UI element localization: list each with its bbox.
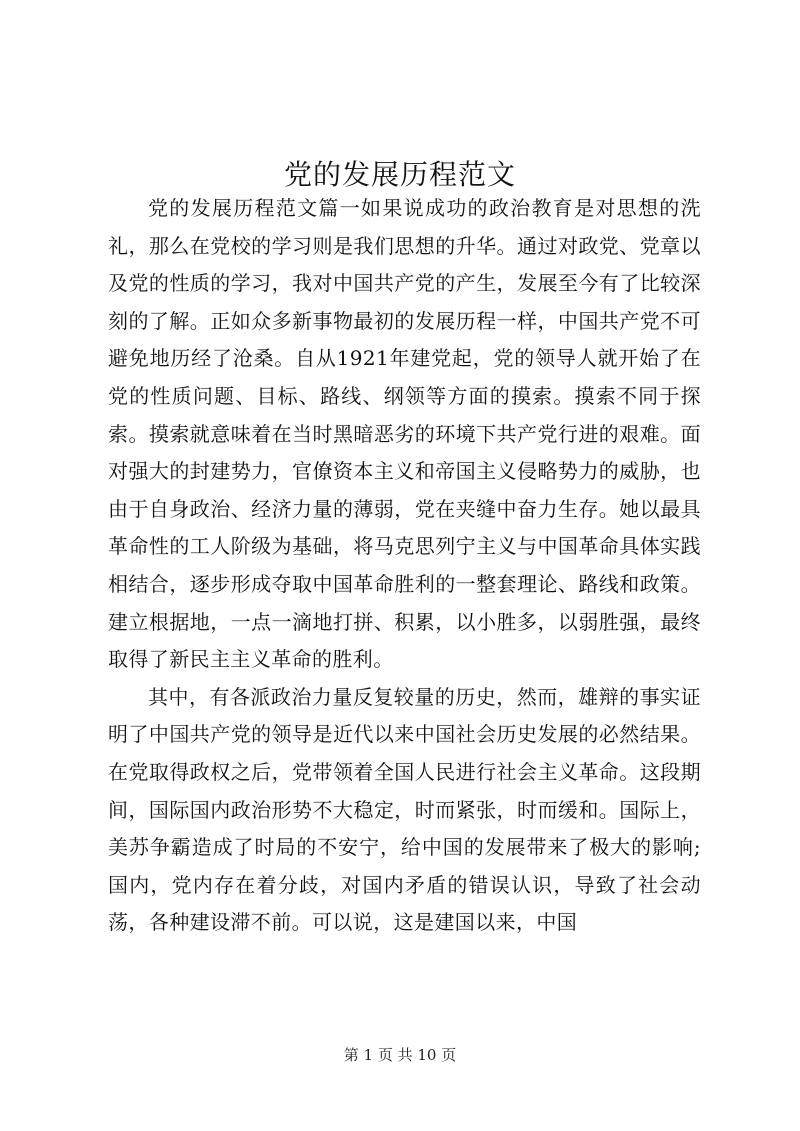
- document-title: 党的发展历程范文: [283, 157, 516, 191]
- paragraph-1: 党的发展历程范文篇一如果说成功的政治教育是对思想的洗礼，那么在党校的学习则是我们思想的升华。通过对政党、党章以及党的性质的学习，我对中国共产党的产生，发展至今有了比较深刻的了解。正如众多新事物最初的发展历程一样，中国共产党不可避免地历经了沧桑。自从1921年建党起，党的领导人就开始了在党的性质问题、目标、路线、纲领等方面的摸索。摸索不同于探索。摸索就意味着在当时黑暗恶劣的环境下共产党行进的艰难。面对强大的封建势力，官僚资本主义和帝国主义侵略势力的威胁，也由于自身政治、经济力量的薄弱，党在夹缝中奋力生存。她以最具革命性的工人阶级为基础，将马克思列宁主义与中国革命具体实践相结合，逐步形成夺取中国革命胜利的一整套理论、路线和政策。建立根据地，一点一滴地打拼、积累，以小胜多，以弱胜强，最终取得了新民主主义革命的胜利。: [108, 196, 701, 672]
- document-body: [108, 190, 701, 942]
- paragraph-2: 其中，有各派政治力量反复较量的历史，然而，雄辩的事实证明了中国共产党的领导是近代以来中国社会历史发展的必然结果。在党取得政权之后，党带领着全国人民进行社会主义革命。这段期间，国际国内政治形势不大稳定，时而紧张，时而缓和。国际上，美苏争霸造成了时局的不安宁，给中国的发展带来了极大的影响;国内，党内存在着分歧，对国内矛盾的错误认识，导致了社会动荡，各种建设滞不前。可以说，这是建国以来，中国: [108, 684, 701, 935]
- page-footer: 第 1 页 共 10 页: [343, 1046, 457, 1064]
